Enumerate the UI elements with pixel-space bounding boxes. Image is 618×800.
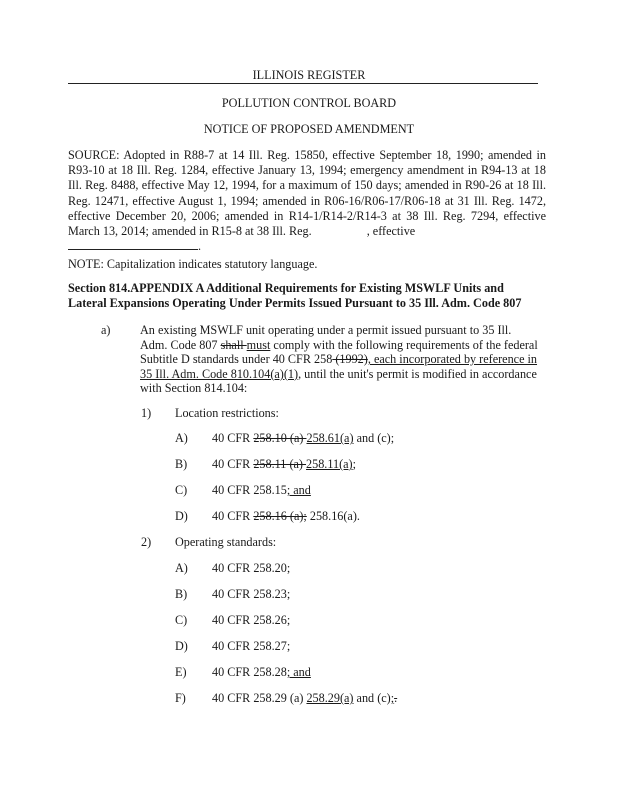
register-title: ILLINOIS REGISTER (252, 68, 366, 82)
section-heading-line2: Lateral Expansions Operating Under Permits Issued Pursuant to 35 Ill. Adm. Code 807 (68, 296, 522, 310)
source-paragraph (68, 148, 546, 254)
source-text: SOURCE: Adopted in R88-7 at 14 Ill. Reg. 15850, effective September 18, 1990; amended in R93-10 at 18 Ill. Reg. 1284, effective January 13, 1994; emergency amendment in R94-13 at 18 Ill. Reg. 8488, effective May 12, 1994, for a maximum of 150 days; amended in R90-26 at 18 Ill. Reg. 12471, effective August 1, 1994; amended in R06-16/R06-17/R06-18 at 31 Ill. Reg. 1472, effective December 20, 2006; amended in R14-1/R14-2/R14-3 at 38 Ill. Reg. 7294, effective March 13, 2014; amended in R15-8 at 38 Ill. Reg. (68, 148, 546, 239)
document-page: ILLINOIS REGISTER POLLUTION CONTROL BOARD NOTICE OF PROPOSED AMENDMENT SOURCE: Adopted in R88-7 at 14 Ill. Reg. 15850, effective September 18, 1990; amended in R93-10 at 18 Ill. Reg. 1284, effective January 13, 1994; emergency amendment in R94-13 at 18 Ill. Reg. 8488, effective May 12, 1994, for a maximum of 150 days; amended in R90-26 at 18 Ill. Reg. 12471, effective August 1, 1994; amended in R06-16/R06-17/R06-18 at 31 Ill. Reg. 1472, effective December 20, 2006; amended in R14-1/R14-2/R14-3 at 38 Ill. Reg. 7294, effective March 13, 2014; amended in R15-8 at 38 Ill. Reg. , effective . NOTE: Capitalization indicates statutory language. Section 814.APPENDIX A Additional Requirements for Existing MSWLF Units and Lateral Expansions Operating Under Permits Issued Pursuant to 35 Ill. Adm. Code 807 a) An existing MSWLF unit operating under a permit issued pursuant to 35 Ill. Adm. Code 807 shall must comply with the following requirements of the federal Subtitle D standards under 40 CFR 258 (1992), each incorporated by reference in 35 Ill. Adm. Code 810.104(a)(1), until the unit's permit is modified in accordance with Section 814.104: 1) Location restrictions: A) 40 CFR 258.10 (a) 258.61(a) and (c); B) 40 CFR 258.11 (a) 258.11(a); C) 40 CFR 258.15; and D) 40 CFR 258.16 (a); 258.16(a). 2) Operating standards: A) 40 CFR 258.20; B) 40 CFR 258.23; C) 40 CFR 258.26; D) 40 CFR 258.27; E) 40 CFR 258.28; and F) 40 CFR 258.29 (a) 258.29(a) and (c);. (0, 0, 618, 800)
board-title: POLLUTION CONTROL BOARD (221, 96, 397, 110)
insert-incorporated: , each incorporated by reference in 35 Ill. Adm. Code 810.104(a)(1) (140, 352, 538, 381)
strike-shall: shall (220, 337, 247, 352)
sub1-number: 1) (141, 406, 152, 420)
sub2-heading: Operating standards: (175, 535, 277, 549)
source-tail: , effective (366, 224, 416, 239)
note-text: NOTE: Capitalization indicates statutory language. (68, 257, 318, 271)
insert-must: must (246, 337, 271, 352)
header-rule (68, 83, 538, 84)
section-heading-line1: Section 814.APPENDIX A Additional Requirements for Existing MSWLF Units and (68, 281, 504, 295)
sub1-heading: Location restrictions: (175, 406, 279, 420)
sub2-number: 2) (141, 535, 152, 549)
source-end: . (198, 239, 202, 254)
date-blank (68, 239, 198, 250)
para-a-text: An existing MSWLF unit operating under a permit issued pursuant to 35 Ill. Adm. Code 807 shall must comply with the following requirements of the federal Subtitle D standards under 40 CFR 258 (1992), each incorporated by reference in 35 Ill. Adm. Code 810.104(a)(1), until the unit's permit is modified in accordance with Section 814.104: (140, 323, 538, 396)
notice-title: NOTICE OF PROPOSED AMENDMENT (203, 122, 415, 136)
section-heading (68, 281, 558, 311)
para-a-label: a) (101, 323, 111, 337)
strike-1992: (1992) (332, 352, 368, 367)
